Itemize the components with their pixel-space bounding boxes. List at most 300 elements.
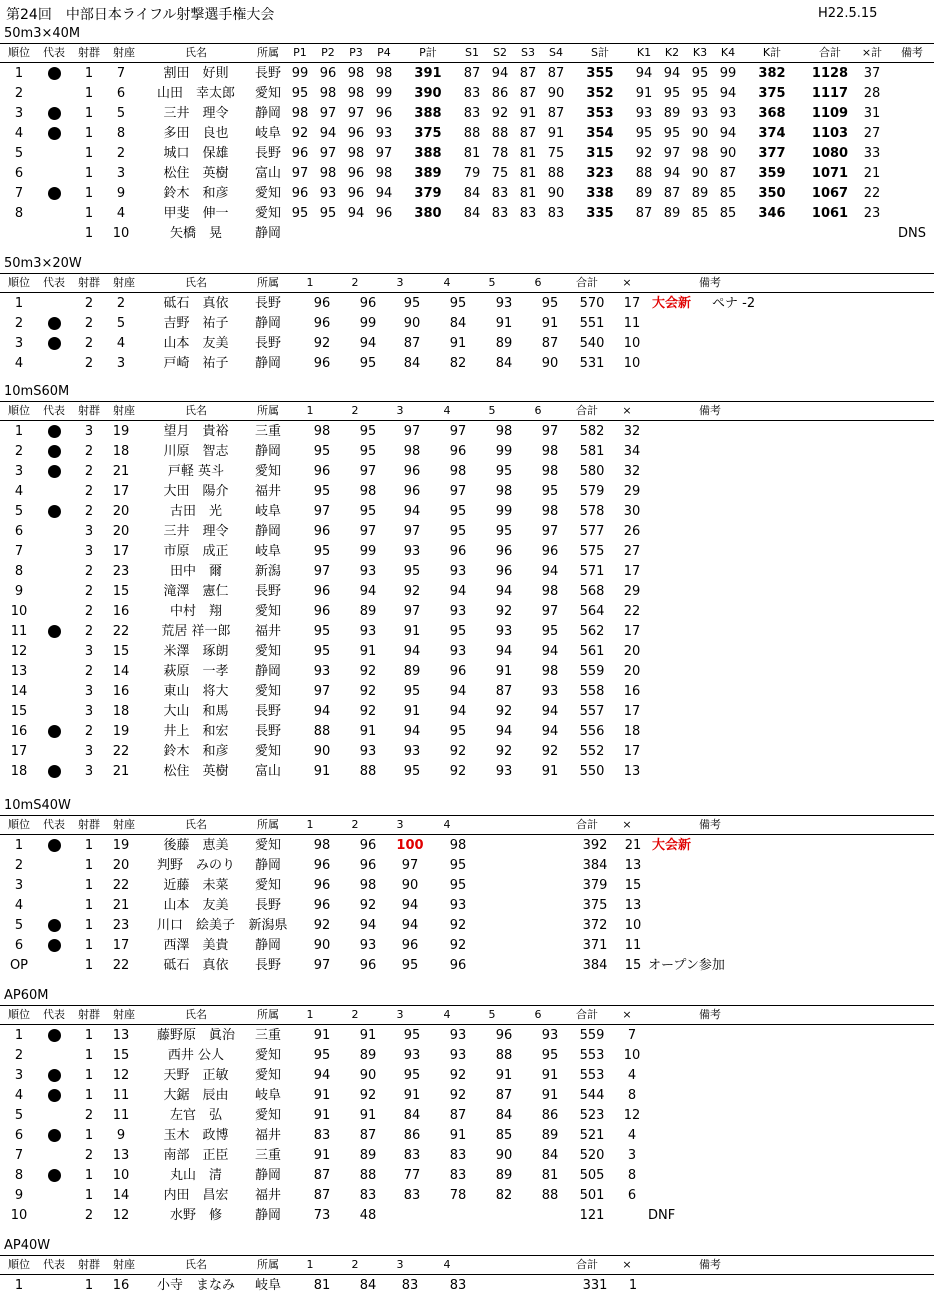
score-cell: 380	[414, 206, 442, 221]
score-cell: 379	[582, 878, 608, 893]
score-cell: 338	[586, 186, 614, 201]
score-cell: 84	[359, 1278, 377, 1293]
column-header: 4	[443, 276, 451, 289]
column-header: 2	[351, 276, 359, 289]
rank-cell: 9	[14, 1188, 24, 1203]
table-row	[0, 1026, 936, 1046]
score-cell: 87	[495, 684, 513, 699]
score-cell: 94	[449, 584, 467, 599]
table-row	[0, 682, 936, 702]
score-cell: 78	[449, 1188, 467, 1203]
score-cell: 95	[449, 296, 467, 311]
score-cell: 96	[375, 106, 393, 121]
group-cell: 1	[84, 66, 94, 81]
score-cell: 83	[491, 206, 509, 221]
score-cell: 379	[414, 186, 442, 201]
club-cell: 静岡	[254, 356, 281, 371]
group-cell: 2	[84, 604, 94, 619]
score-cell: 96	[319, 66, 337, 81]
score-cell: 98	[375, 166, 393, 181]
score-cell: 556	[579, 724, 605, 739]
score-cell: 94	[375, 186, 393, 201]
score-cell: 94	[347, 206, 365, 221]
score-cell: 96	[449, 544, 467, 559]
table-row	[0, 722, 936, 742]
group-cell: 1	[84, 86, 94, 101]
column-header: 氏名	[185, 1258, 207, 1271]
column-header: 代表	[43, 818, 65, 831]
score-cell: 96	[313, 584, 331, 599]
rank-cell: 8	[14, 564, 24, 579]
score-cell: 83	[519, 206, 537, 221]
column-header: 順位	[8, 46, 30, 59]
lane-cell: 19	[112, 838, 130, 853]
score-cell: 87	[359, 1128, 377, 1143]
score-cell: 98	[541, 504, 559, 519]
score-cell: 368	[758, 106, 786, 121]
score-cell: 95	[541, 1048, 559, 1063]
score-cell: 96	[313, 898, 331, 913]
club-cell: 愛知	[254, 1108, 281, 1123]
score-cell: 4	[627, 1128, 637, 1143]
score-cell: 98	[359, 484, 377, 499]
club-cell: 長野	[254, 146, 281, 161]
column-header: P計	[419, 46, 437, 59]
group-cell: 3	[84, 424, 94, 439]
score-cell: 98	[495, 424, 513, 439]
score-cell: 331	[582, 1278, 608, 1293]
score-cell: 99	[495, 504, 513, 519]
score-cell: 32	[623, 464, 641, 479]
column-header: 代表	[43, 1008, 65, 1021]
column-header: 6	[534, 276, 542, 289]
group-cell: 3	[84, 644, 94, 659]
score-cell: 28	[863, 86, 881, 101]
score-cell: 391	[414, 66, 442, 81]
score-cell: 90	[547, 86, 565, 101]
table-row	[0, 1066, 936, 1086]
score-cell: 10	[624, 918, 642, 933]
score-cell: 99	[495, 444, 513, 459]
table-row	[0, 522, 936, 542]
score-cell: 95	[449, 624, 467, 639]
score-cell: 17	[623, 296, 641, 311]
score-cell: 92	[449, 938, 467, 953]
score-cell: 97	[319, 106, 337, 121]
rank-cell: 4	[14, 356, 24, 371]
club-cell: 愛知	[254, 684, 281, 699]
score-cell: 550	[579, 764, 605, 779]
score-cell: 81	[519, 166, 537, 181]
club-cell: 愛知	[254, 86, 281, 101]
score-cell: 94	[495, 584, 513, 599]
rank-cell: 4	[14, 1088, 24, 1103]
score-cell: 353	[586, 106, 614, 121]
score-cell: 544	[579, 1088, 605, 1103]
score-cell: 559	[579, 1028, 605, 1043]
score-cell: 1109	[811, 106, 849, 121]
score-cell: 561	[579, 644, 605, 659]
group-cell: 3	[84, 684, 94, 699]
column-header: 5	[488, 276, 496, 289]
club-cell: 富山	[254, 764, 281, 779]
table-header-row	[0, 43, 936, 62]
score-cell: 93	[449, 644, 467, 659]
score-cell: 84	[403, 356, 421, 371]
name-cell: 城口 保雄	[163, 146, 229, 161]
score-cell: 553	[579, 1068, 605, 1083]
remark-cell: DNF	[648, 1208, 676, 1223]
score-cell: 581	[579, 444, 605, 459]
group-cell: 1	[84, 166, 94, 181]
name-cell: 大田 陽介	[163, 484, 229, 499]
score-cell: 78	[491, 146, 509, 161]
rank-cell: 2	[14, 1048, 24, 1063]
score-cell: 558	[579, 684, 605, 699]
score-cell: 87	[547, 66, 565, 81]
score-cell: 571	[579, 564, 605, 579]
score-cell: 94	[403, 504, 421, 519]
name-cell: 丸山 清	[169, 1168, 222, 1183]
column-header: K2	[664, 46, 680, 59]
table-row	[0, 956, 936, 976]
score-cell: 97	[319, 146, 337, 161]
club-cell: 長野	[254, 724, 281, 739]
score-cell: 98	[541, 444, 559, 459]
name-cell: 古田 光	[169, 504, 222, 519]
score-cell: 87	[519, 66, 537, 81]
score-cell: 92	[313, 918, 331, 933]
score-cell: 84	[403, 1108, 421, 1123]
score-cell: 97	[359, 464, 377, 479]
score-cell: 375	[758, 86, 786, 101]
score-cell: 562	[579, 624, 605, 639]
table-row	[0, 622, 936, 642]
score-cell: 87	[403, 336, 421, 351]
club-cell: 長野	[254, 898, 281, 913]
score-cell: 99	[359, 544, 377, 559]
column-header: 所属	[257, 404, 279, 417]
section-10ms40w	[0, 798, 936, 978]
score-cell: 94	[719, 126, 737, 141]
score-cell: 27	[623, 544, 641, 559]
score-cell: 94	[449, 704, 467, 719]
rank-cell: 8	[14, 1168, 24, 1183]
score-cell: 83	[401, 1278, 419, 1293]
rank-cell: 3	[14, 106, 24, 121]
table-row	[0, 916, 936, 936]
score-cell: 95	[449, 524, 467, 539]
score-cell: 87	[547, 106, 565, 121]
column-header: K1	[636, 46, 652, 59]
score-cell: 91	[313, 1088, 331, 1103]
rank-cell: 3	[14, 336, 24, 351]
score-cell: 346	[758, 206, 786, 221]
score-cell: 94	[359, 336, 377, 351]
score-cell: 95	[313, 624, 331, 639]
score-cell: 87	[463, 66, 481, 81]
score-cell: 97	[313, 958, 331, 973]
score-cell: 21	[624, 838, 642, 853]
club-cell: 三重	[254, 424, 281, 439]
lane-cell: 14	[112, 664, 130, 679]
penalty-note: ペナ -2	[712, 296, 756, 311]
score-cell: 354	[586, 126, 614, 141]
club-cell: 静岡	[254, 524, 281, 539]
score-cell: 350	[758, 186, 786, 201]
score-cell: 92	[495, 704, 513, 719]
score-cell: 1103	[811, 126, 849, 141]
name-cell: 米澤 琢朗	[163, 644, 229, 659]
club-cell: 静岡	[254, 938, 281, 953]
column-header: 4	[443, 818, 451, 831]
column-header: 順位	[8, 276, 30, 289]
table-row	[0, 144, 936, 164]
column-header: 射座	[113, 1008, 135, 1021]
lane-cell: 7	[116, 66, 126, 81]
score-cell: 92	[359, 664, 377, 679]
column-header: S1	[465, 46, 479, 59]
score-cell: 98	[691, 146, 709, 161]
lane-cell: 17	[112, 484, 130, 499]
score-cell: 98	[347, 146, 365, 161]
group-cell: 1	[84, 206, 94, 221]
group-cell: 1	[84, 1188, 94, 1203]
score-cell: 97	[541, 524, 559, 539]
club-cell: 愛知	[254, 838, 281, 853]
score-cell: 100	[396, 838, 424, 853]
score-cell: 96	[291, 146, 309, 161]
group-cell: 2	[84, 1148, 94, 1163]
score-cell: 91	[541, 1088, 559, 1103]
score-cell: 390	[414, 86, 442, 101]
score-cell: 34	[623, 444, 641, 459]
club-cell: 長野	[254, 704, 281, 719]
lane-cell: 17	[112, 938, 130, 953]
name-cell: 後藤 恵美	[163, 838, 229, 853]
score-cell: 531	[579, 356, 605, 371]
score-cell: 93	[691, 106, 709, 121]
score-cell: 85	[719, 206, 737, 221]
score-cell: 92	[491, 106, 509, 121]
name-cell: 水野 修	[169, 1208, 222, 1223]
column-header: 2	[351, 404, 359, 417]
score-cell: 92	[635, 146, 653, 161]
score-cell: 91	[495, 316, 513, 331]
score-cell: 96	[347, 186, 365, 201]
lane-cell: 2	[116, 296, 126, 311]
score-cell: 377	[758, 146, 786, 161]
column-header: S計	[591, 46, 609, 59]
score-cell: 94	[359, 584, 377, 599]
lane-cell: 5	[116, 316, 126, 331]
lane-cell: 5	[116, 106, 126, 121]
table-header-row	[0, 815, 936, 834]
score-cell: 88	[359, 1168, 377, 1183]
score-cell: 1128	[811, 66, 849, 81]
table-row	[0, 314, 936, 334]
column-header: 備考	[699, 818, 721, 831]
score-cell: 1	[628, 1278, 638, 1293]
column-header: 4	[443, 404, 451, 417]
score-cell: 94	[403, 724, 421, 739]
score-cell: 17	[623, 704, 641, 719]
name-cell: 南部 正臣	[163, 1148, 229, 1163]
score-cell: 86	[491, 86, 509, 101]
score-cell: 96	[313, 858, 331, 873]
header-rule	[0, 1024, 934, 1025]
column-header: 備考	[699, 1258, 721, 1271]
score-cell: 568	[579, 584, 605, 599]
score-cell: 11	[624, 938, 642, 953]
column-header: 順位	[8, 1258, 30, 1271]
name-cell: 市原 成正	[163, 544, 229, 559]
club-cell: 福井	[254, 484, 281, 499]
table-row	[0, 836, 936, 856]
score-cell: 96	[313, 604, 331, 619]
score-cell: 384	[582, 958, 608, 973]
table-header-row	[0, 401, 936, 420]
score-cell: 99	[359, 316, 377, 331]
score-cell: 94	[495, 724, 513, 739]
score-cell: 93	[719, 106, 737, 121]
score-cell: 89	[359, 604, 377, 619]
score-cell: 95	[635, 126, 653, 141]
score-cell: 81	[519, 146, 537, 161]
score-cell: 84	[495, 356, 513, 371]
rank-cell: 16	[10, 724, 28, 739]
section-ap60m	[0, 988, 936, 1228]
score-cell: 559	[579, 664, 605, 679]
score-cell: 94	[319, 126, 337, 141]
column-header: 1	[306, 1258, 314, 1271]
column-header: 備考	[699, 1008, 721, 1021]
column-header: K3	[692, 46, 708, 59]
score-cell: 98	[541, 464, 559, 479]
group-cell: 2	[84, 564, 94, 579]
score-cell: 32	[623, 424, 641, 439]
score-cell: 93	[375, 126, 393, 141]
column-header: 射座	[113, 818, 135, 831]
lane-cell: 14	[112, 1188, 130, 1203]
score-cell: 375	[582, 898, 608, 913]
lane-cell: 21	[112, 764, 130, 779]
lane-cell: 22	[112, 744, 130, 759]
table-row	[0, 896, 936, 916]
club-cell: 新潟	[254, 564, 281, 579]
column-header: 合計	[576, 1008, 598, 1021]
score-cell: 94	[495, 644, 513, 659]
name-cell: 井上 和宏	[163, 724, 229, 739]
group-cell: 1	[84, 1168, 94, 1183]
score-cell: 95	[541, 296, 559, 311]
score-cell: 95	[403, 564, 421, 579]
column-header: 代表	[43, 404, 65, 417]
score-cell: 95	[541, 484, 559, 499]
score-cell: 91	[541, 316, 559, 331]
club-cell: 富山	[254, 166, 281, 181]
score-cell: 15	[624, 958, 642, 973]
group-cell: 2	[84, 464, 94, 479]
score-cell: 95	[359, 444, 377, 459]
score-cell: 99	[719, 66, 737, 81]
score-cell: 81	[313, 1278, 331, 1293]
column-header: 2	[351, 1258, 359, 1271]
score-cell: 89	[663, 106, 681, 121]
table-row	[0, 482, 936, 502]
table-row	[0, 642, 936, 662]
column-header: 4	[443, 1008, 451, 1021]
score-cell: 91	[547, 126, 565, 141]
score-cell: 97	[449, 424, 467, 439]
score-cell: 96	[375, 206, 393, 221]
score-cell: 96	[359, 296, 377, 311]
score-cell: 92	[313, 336, 331, 351]
score-cell: 93	[359, 624, 377, 639]
name-cell: 松住 英樹	[163, 764, 229, 779]
section-title: 10mS60M	[4, 384, 70, 399]
rank-cell: 1	[14, 1028, 24, 1043]
name-cell: 三井 理令	[163, 524, 229, 539]
score-cell: 91	[495, 664, 513, 679]
lane-cell: 4	[116, 206, 126, 221]
lane-cell: 22	[112, 958, 130, 973]
score-cell: 84	[463, 206, 481, 221]
score-cell: 96	[313, 296, 331, 311]
score-cell: 98	[313, 838, 331, 853]
group-cell: 2	[84, 664, 94, 679]
column-header: 順位	[8, 1008, 30, 1021]
club-cell: 愛知	[254, 744, 281, 759]
score-cell: 95	[313, 484, 331, 499]
club-cell: 福井	[254, 624, 281, 639]
name-cell: 西澤 美貴	[163, 938, 229, 953]
table-row	[0, 1086, 936, 1106]
score-cell: 579	[579, 484, 605, 499]
column-header: 合計	[576, 1258, 598, 1271]
score-cell: 95	[359, 424, 377, 439]
lane-cell: 12	[112, 1208, 130, 1223]
score-cell: 92	[403, 584, 421, 599]
name-cell: 川口 絵美子	[156, 918, 235, 933]
club-cell: 愛知	[254, 1048, 281, 1063]
club-cell: 岐阜	[254, 1278, 281, 1293]
club-cell: 長野	[254, 296, 281, 311]
score-cell: 570	[579, 296, 605, 311]
group-cell: 2	[84, 584, 94, 599]
score-cell: 95	[691, 66, 709, 81]
score-cell: 30	[623, 504, 641, 519]
lane-cell: 19	[112, 724, 130, 739]
table-row	[0, 1106, 936, 1126]
score-cell: 91	[541, 1068, 559, 1083]
score-cell: 90	[691, 166, 709, 181]
score-cell: 96	[313, 356, 331, 371]
rank-cell: 3	[14, 1068, 24, 1083]
score-cell: 90	[313, 744, 331, 759]
score-cell: 93	[449, 1028, 467, 1043]
section-10ms60m	[0, 384, 936, 784]
rank-cell: 6	[14, 1128, 24, 1143]
column-header: P1	[293, 46, 307, 59]
table-row	[0, 442, 936, 462]
group-cell: 1	[84, 126, 94, 141]
score-cell: 92	[359, 898, 377, 913]
name-cell: 大山 和馬	[163, 704, 229, 719]
score-cell: 13	[624, 898, 642, 913]
rank-cell: 17	[10, 744, 28, 759]
score-cell: 16	[623, 684, 641, 699]
